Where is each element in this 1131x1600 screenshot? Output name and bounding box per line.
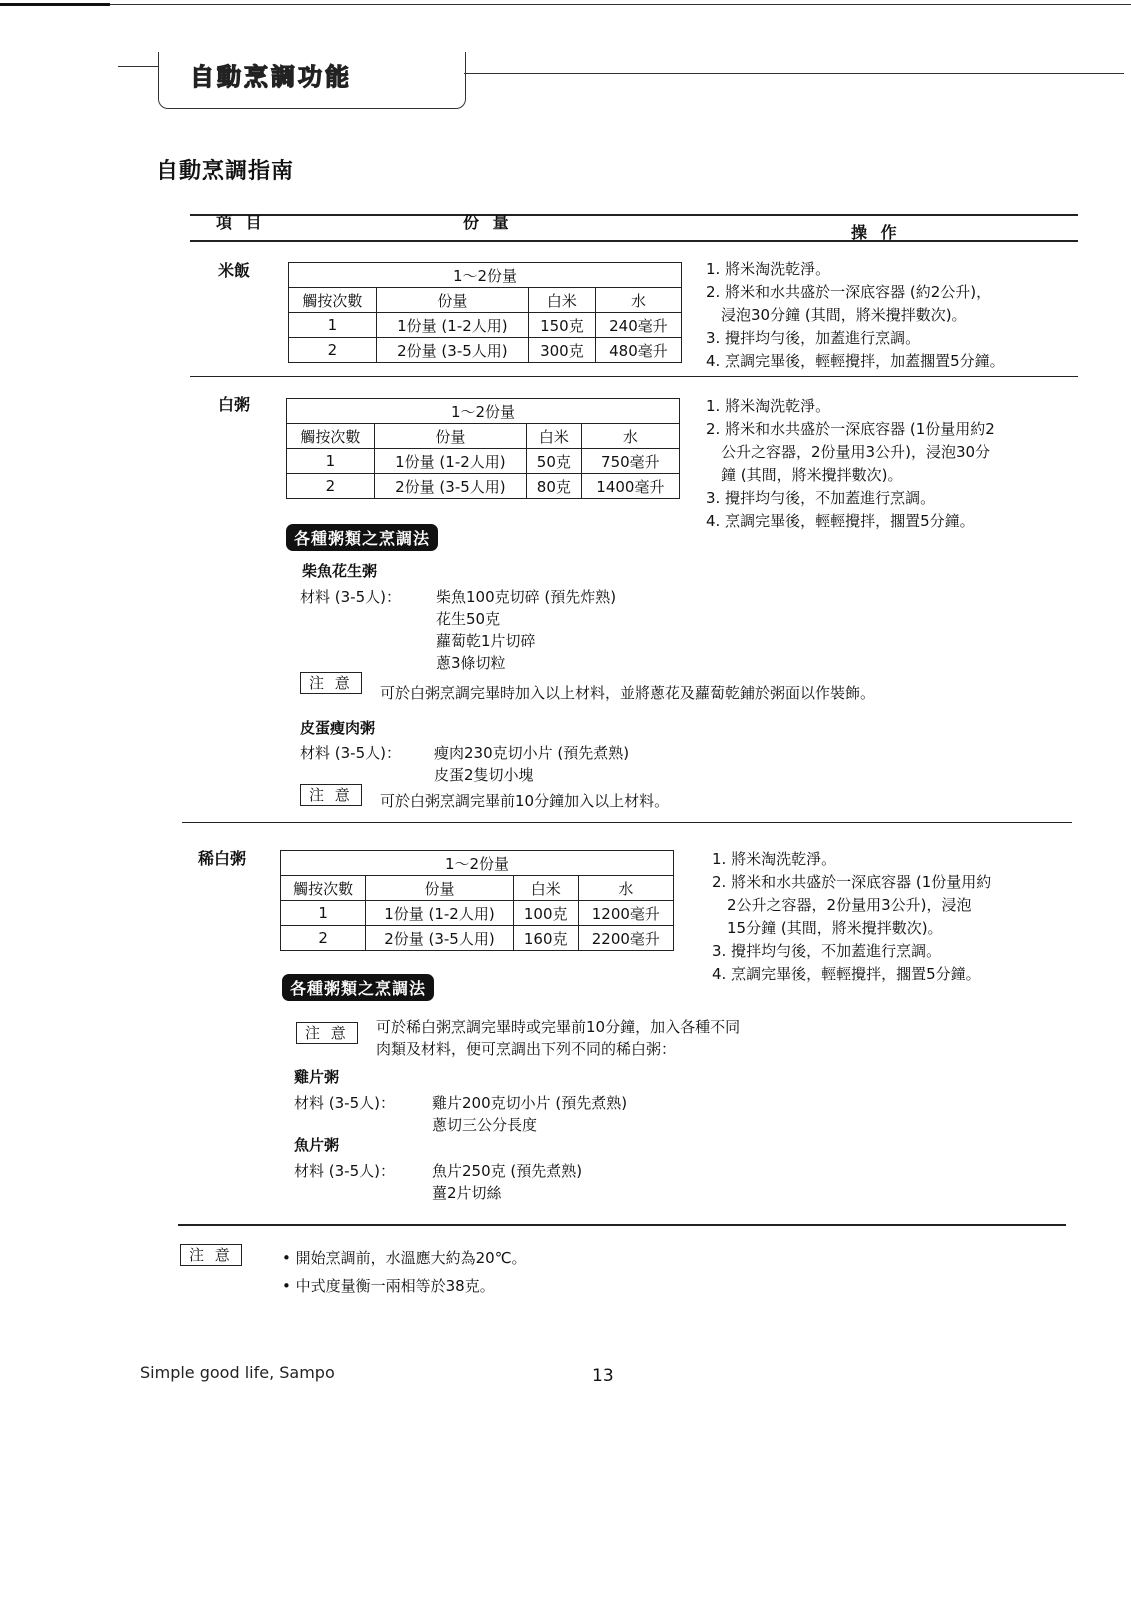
table-row [287,449,680,474]
table-header-row [287,424,680,449]
table-cell: 750毫升 [581,449,679,474]
column-header-bottom-rule [190,240,1078,242]
table-row [289,338,682,363]
recipe-title: 雞片粥 [294,1068,340,1086]
recipe-title: 柴魚花生粥 [302,562,378,580]
porridge-quantity-table [286,398,680,499]
table-header-cell: 觸按次數 [289,288,377,313]
rice-steps [706,258,1005,373]
material-list [432,1092,627,1136]
table-cell: 480毫升 [595,338,681,363]
page-title: 自動烹調指南 [156,159,295,184]
step-line: 3. 攪拌均勻後，不加蓋進行烹調。 [706,489,936,507]
table-cell: 2份量 (3-5人用) [376,338,528,363]
step-line: 浸泡30分鐘 (其間，將米攪拌數次)。 [706,306,967,324]
material-item: 皮蛋2隻切小塊 [434,766,534,784]
step-line: 鐘 (其間，將米攪拌數次)。 [706,466,903,484]
material-label: 材料 (3-5人)： [300,744,401,762]
step-line: 1. 將米淘洗乾淨。 [712,850,837,868]
step-line: 公升之容器，2份量用3公升)，浸泡30分 [706,443,991,461]
item-label-thin-porridge: 稀白粥 [198,849,247,868]
step-line: 4. 烹調完畢後，輕輕攪拌，加蓋擱置5分鐘。 [706,352,1005,370]
table-header-cell: 觸按次數 [281,876,366,901]
step-line: 4. 烹調完畢後，輕輕攪拌，擱置5分鐘。 [706,512,975,530]
table-header-cell: 觸按次數 [287,424,375,449]
material-item: 魚片250克 (預先煮熟) [432,1162,583,1180]
section-divider [182,822,1072,823]
material-label: 材料 (3-5人)： [294,1162,395,1180]
table-row [281,926,674,951]
material-item: 蘿蔔乾1片切碎 [436,632,536,650]
table-cell: 2份量 (3-5人用) [374,474,526,499]
note-text: 可於白粥烹調完畢時加入以上材料，並將蔥花及蘿蔔乾鋪於粥面以作裝飾。 [380,684,876,702]
material-item: 柴魚100克切碎 (預先炸熟) [436,588,617,606]
table-cell: 2 [281,926,366,951]
table-cell: 2 [287,474,375,499]
material-item: 薑2片切絲 [432,1184,502,1202]
section-divider [190,376,1078,377]
item-label-rice: 米飯 [218,261,251,280]
bottom-divider [178,1224,1066,1226]
material-list [436,586,616,674]
table-cell: 2200毫升 [578,926,673,951]
table-cell: 1份量 (1-2人用) [376,313,528,338]
header-line-right [464,73,1124,74]
table-cell: 300克 [528,338,595,363]
page-number: 13 [592,1366,614,1386]
table-cell: 2份量 (3-5人用) [366,926,514,951]
note-text: 可於白粥烹調完畢前10分鐘加入以上材料。 [380,792,670,810]
note-line: 肉類及材料，便可烹調出下列不同的稀白粥： [376,1040,677,1058]
step-line: 1. 將米淘洗乾淨。 [706,260,831,278]
porridge-steps [706,395,995,533]
table-header-cell: 份量 [374,424,526,449]
table-cell: 1份量 (1-2人用) [366,901,514,926]
material-item: 瘦肉230克切小片 (預先煮熟) [434,744,630,762]
table-cell: 2 [289,338,377,363]
material-label: 材料 (3-5人)： [300,588,401,606]
step-line: 3. 攪拌均勻後，加蓋進行烹調。 [706,329,921,347]
bottom-note-label-box: 注 意 [180,1244,242,1266]
step-line: 4. 烹調完畢後，輕輕攪拌，擱置5分鐘。 [712,965,981,983]
intro-note-text [376,1016,740,1060]
table-cell: 1份量 (1-2人用) [374,449,526,474]
note-label-box: 注 意 [300,784,362,806]
step-line: 2公升之容器，2份量用3公升)，浸泡 [712,896,972,914]
table-span-header: 1～2份量 [287,399,680,424]
table-cell: 1200毫升 [578,901,673,926]
material-item: 蔥3條切粒 [436,654,506,672]
table-span-header: 1～2份量 [289,263,682,288]
porridge-methods-badge: 各種粥類之烹調法 [286,524,438,551]
table-header-cell: 白米 [513,876,578,901]
table-header-cell: 份量 [376,288,528,313]
step-line: 2. 將米和水共盛於一深底容器 (1份量用約 [712,873,992,891]
table-row [281,901,674,926]
header-line-left [118,66,158,67]
note-label-box: 注 意 [296,1022,358,1044]
table-cell: 1 [289,313,377,338]
table-cell: 100克 [513,901,578,926]
table-cell: 50克 [526,449,581,474]
recipe-title: 皮蛋瘦肉粥 [300,719,376,737]
item-label-porridge: 白粥 [218,395,251,414]
rice-quantity-table [288,262,682,363]
table-cell: 240毫升 [595,313,681,338]
table-header-row [281,876,674,901]
recipe-title: 魚片粥 [294,1136,340,1154]
step-line: 2. 將米和水共盛於一深底容器 (約2公升)， [706,283,992,301]
column-header-operation: 操 作 [851,223,901,242]
material-list [434,742,629,786]
step-line: 2. 將米和水共盛於一深底容器 (1份量用約2 [706,420,995,438]
table-row [289,313,682,338]
material-item: 雞片200克切小片 (預先煮熟) [432,1094,628,1112]
note-label-box: 注 意 [300,672,362,694]
table-cell: 1 [287,449,375,474]
table-header-cell: 白米 [528,288,595,313]
table-header-cell: 份量 [366,876,514,901]
material-list [432,1160,582,1204]
thin-porridge-quantity-table [280,850,674,951]
table-row [287,474,680,499]
column-header-quantity: 份 量 [463,213,513,232]
step-line: 15分鐘 (其間，將米攪拌數次)。 [712,919,943,937]
material-item: 花生50克 [436,610,501,628]
bottom-note-bullets [282,1244,527,1300]
table-header-cell: 白米 [526,424,581,449]
thin-porridge-methods-badge: 各種粥類之烹調法 [282,974,434,1001]
material-label: 材料 (3-5人)： [294,1094,395,1112]
step-line: 3. 攪拌均勻後，不加蓋進行烹調。 [712,942,942,960]
table-header-row [289,288,682,313]
table-cell: 150克 [528,313,595,338]
table-span-header: 1～2份量 [281,851,674,876]
top-border-line [0,4,1131,5]
column-header-item: 項 目 [216,213,266,232]
table-cell: 1400毫升 [581,474,679,499]
bullet-item: • 中式度量衡一兩相等於38克。 [282,1277,495,1295]
table-cell: 160克 [513,926,578,951]
footer-brand: Simple good life, Sampo [140,1363,335,1382]
top-border-accent [0,3,110,6]
table-header-cell: 水 [578,876,673,901]
table-header-cell: 水 [595,288,681,313]
section-title: 自動烹調功能 [190,63,352,91]
note-line: 可於稀白粥烹調完畢時或完畢前10分鐘，加入各種不同 [376,1018,741,1036]
table-cell: 80克 [526,474,581,499]
table-cell: 1 [281,901,366,926]
thin-porridge-steps [712,848,991,986]
bullet-item: • 開始烹調前，水溫應大約為20℃。 [282,1249,527,1267]
material-item: 蔥切三公分長度 [432,1116,538,1134]
table-header-cell: 水 [581,424,679,449]
column-header-top-rule [190,214,1078,216]
step-line: 1. 將米淘洗乾淨。 [706,397,831,415]
